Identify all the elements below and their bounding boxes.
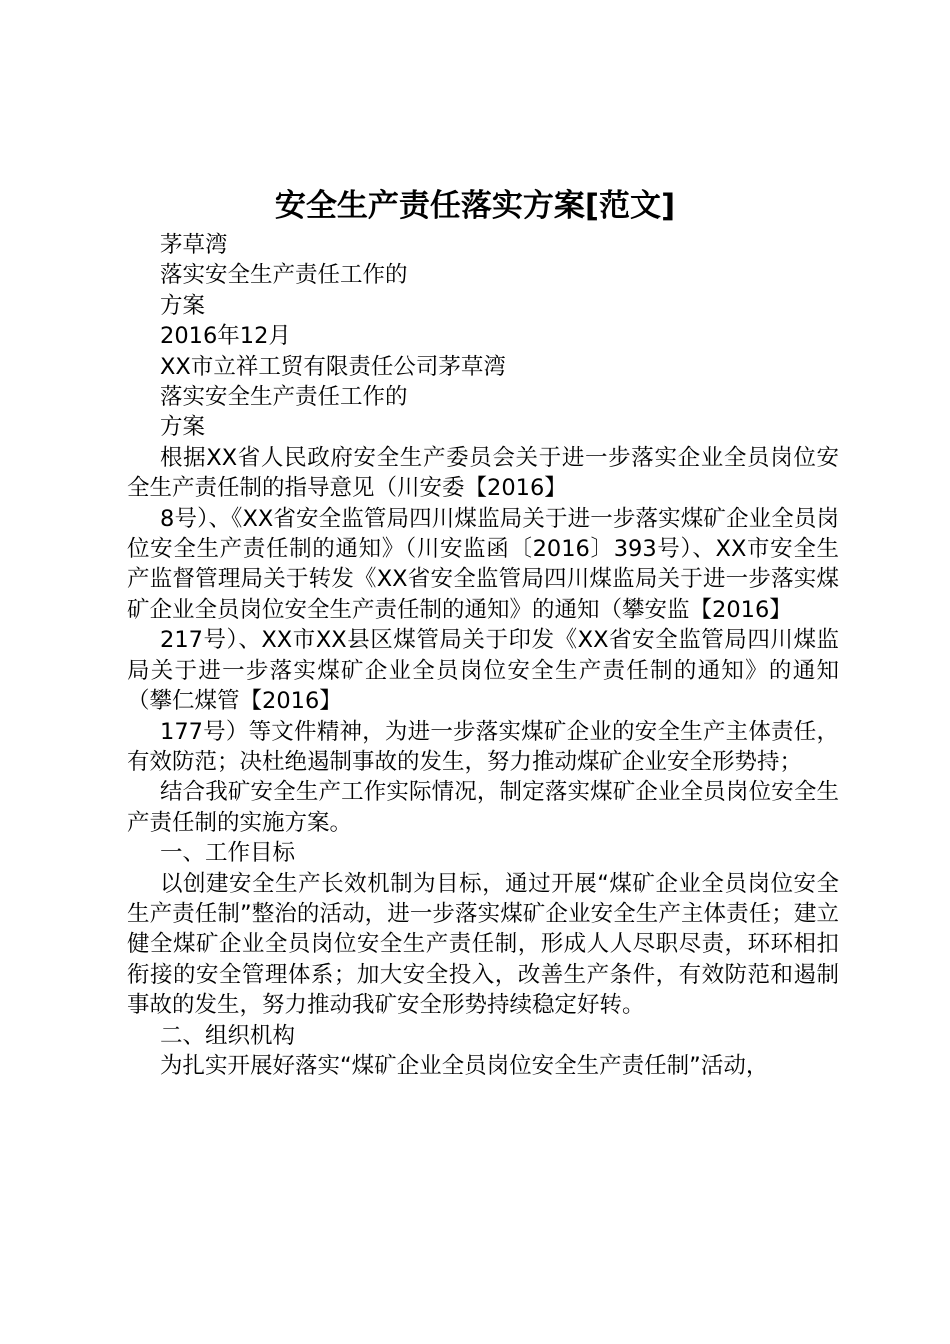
paragraph-plan-repeat: 方案: [160, 414, 206, 441]
paragraph-company: XX市立祥工贸有限责任公司茅草湾: [160, 353, 506, 380]
section-heading-organization: 二、组织机构: [160, 1022, 296, 1049]
document-body: [127, 230, 839, 1081]
paragraph-subtitle-repeat: 落实安全生产责任工作的: [160, 384, 408, 411]
paragraph-organization: 为扎实开展好落实“煤矿企业全员岗位安全生产责任制”活动，: [160, 1052, 769, 1079]
paragraph-subtitle: 落实安全生产责任工作的: [160, 262, 408, 289]
document-title: 安全生产责任落实方案[范文]: [274, 188, 676, 224]
paragraph-basis-2: 8号）、《XX省安全监管局四川煤监局关于进一步落实煤矿企业全员岗位安全生产责任制的通知》（川安监函〔2016〕393号）、XX市安全生产监督管理局关于转发《XX省安全监管局四川煤监局关于进一步落实煤矿企业全员岗位安全生产责任制的通知》的通知（攀安监【2016】: [127, 505, 839, 623]
paragraph-basis-3: 217号）、XX市XX县区煤管局关于印发《XX省安全监管局四川煤监局关于进一步落实煤矿企业全员岗位安全生产责任制的通知》的通知（攀仁煤管【2016】: [127, 627, 839, 715]
section-heading-goals: 一、工作目标: [160, 840, 296, 867]
paragraph-plan: 方案: [160, 292, 206, 319]
paragraph-goals: 以创建安全生产长效机制为目标，通过开展“煤矿企业全员岗位安全生产责任制”整治的活动，进一步落实煤矿企业安全生产主体责任；建立健全煤矿企业全员岗位安全生产责任制，形成人人尽职尽责，环环相扣衔接的安全管理体系；加大安全投入，改善生产条件，有效防范和遏制事故的发生，努力推动我矿安全形势持续稳定好转。: [127, 870, 839, 1019]
paragraph-mine-name: 茅草湾: [160, 232, 228, 258]
paragraph-combine: 结合我矿安全生产工作实际情况，制定落实煤矿企业全员岗位安全生产责任制的实施方案。: [127, 779, 839, 836]
paragraph-date: 2016年12月: [160, 323, 291, 350]
paragraph-basis-1: 根据XX省人民政府安全生产委员会关于进一步落实企业全员岗位安全生产责任制的指导意见（川安委【2016】: [127, 444, 839, 502]
paragraph-basis-4: 177号）等文件精神，为进一步落实煤矿企业的安全生产主体责任，有效防范；决杜绝遏制事故的发生，努力推动煤矿企业安全形势持；: [127, 718, 839, 775]
